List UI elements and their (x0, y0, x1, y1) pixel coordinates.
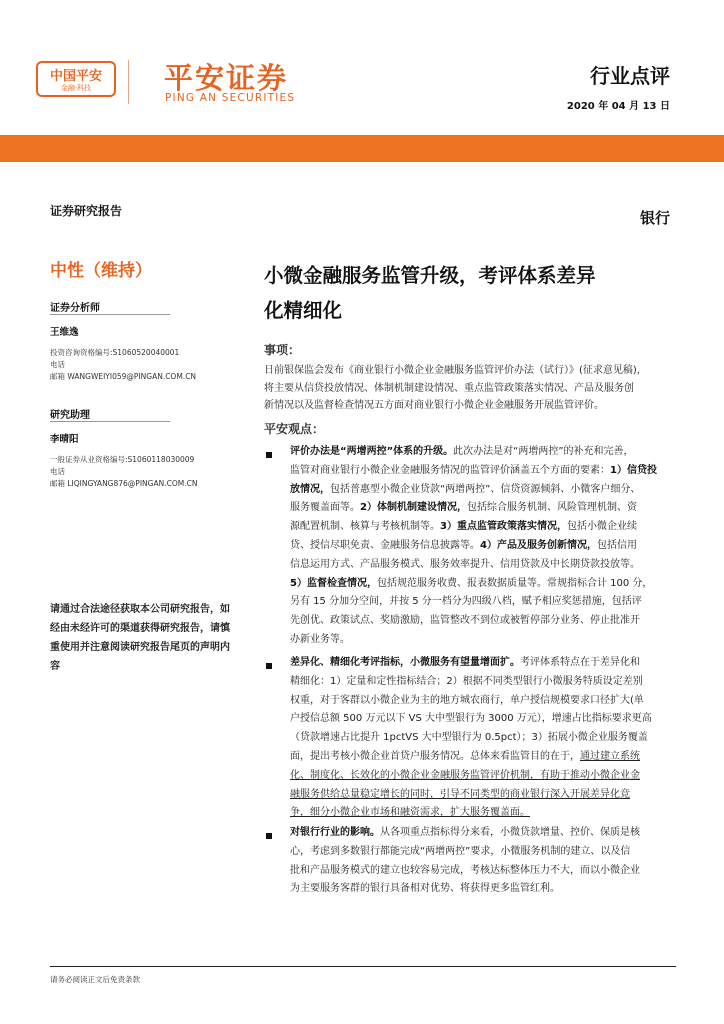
report-category: 证券研究报告 (50, 204, 123, 218)
text-line: 差异化、精细化考评指标，小微服务有望量增面扩。考评体系特点在于差异化和 (290, 657, 640, 668)
brand-name-en: PING AN SECURITIES (165, 92, 296, 104)
headline-line: 小微金融服务监管升级，考评体系差异 (264, 264, 596, 287)
analyst-cert: 投资咨询资格编号:S1060520040001 (50, 348, 180, 357)
bullet-point-3 (290, 824, 674, 899)
access-disclaimer: 请通过合法途径获取本公司研究报告，如经由未经许可的渠道获得研究报告，请慎重使用并注意阅读研究报告尾页的声明内容 (50, 604, 230, 672)
industry-label: 银行 (639, 209, 670, 227)
text-line: 源配置机制、核算与考核机制等。3）重点监管政策落实情况，包括小微企业续 (290, 521, 637, 533)
event-heading: 事项： (264, 343, 301, 357)
text-line: 信息运用方式、产品服务模式、服务效率提升、信用贷款及中长期贷款投放等。 (290, 558, 640, 570)
bullet-point-2 (290, 654, 674, 823)
text-line: 为主要服务客群的银行具备相对优势、将获得更多监管红利。 (290, 883, 560, 895)
report-date: 2020 年 04 月 13 日 (566, 101, 670, 112)
bullet-square-icon (266, 663, 272, 669)
analyst-name: 王维逸 (50, 327, 79, 338)
logo-cn: 中国平安 (49, 69, 102, 84)
report-type: 行业点评 (590, 64, 670, 88)
text-line: 贷、授信尽职免责、金融服务信息披露等。4）产品及服务创新情况，包括信用 (290, 539, 637, 551)
text-line: 日前银保监会发布《商业银行小微企业金融服务监管评价办法（试行）》(征求意见稿)， (264, 365, 647, 376)
text-line: 服务覆盖面等。2）体制机制建设情况，包括综合服务机制、风险管理机制、资 (290, 502, 637, 514)
text-line: 精细化：1）定量和定性指标结合；2）根据不同类型银行小微服务特质设定差别 (290, 675, 643, 687)
analyst-email[interactable]: 邮箱 WANGWEIYI059@PINGAN.COM.CN (50, 372, 197, 381)
text-line: 对银行行业的影响。从各项重点指标得分来看，小微贷款增量、控价、保质是核 (290, 827, 640, 838)
bullet-square-icon (266, 833, 272, 839)
text-line: 5）监督检查情况，包括规范服务收费、报表数据质量等。常规指标合计 100 分， (290, 577, 653, 589)
text-line: 户授信总额 500 万元以下 VS 大中型银行为 3000 万元），增速占比指标要求更高 (290, 713, 652, 725)
assistant-email[interactable]: 邮箱 LIQINGYANG876@PINGAN.COM.CN (50, 479, 198, 488)
event-paragraph (264, 362, 674, 415)
text-line: 放情况，包括普惠型小微企业贷款“两增两控”、信贷资源倾斜、小微客户细分、 (290, 483, 641, 495)
text-line: 新情况以及监督检查情况五方面对商业银行小微企业金融服务开展监管评价。 (264, 400, 604, 412)
analyst-phone: 电话 (50, 360, 65, 369)
text-line: （贷款增速占比提升 1pctVS 大中型银行为 0.5pct）；3）拓展小微企业服务覆盖 (290, 732, 648, 744)
assistant-phone: 电话 (50, 467, 65, 476)
header-band (0, 135, 724, 162)
headline (264, 258, 680, 328)
pingan-group-logo (36, 61, 116, 97)
headline-line: 化精细化 (264, 299, 343, 322)
divider (50, 421, 170, 422)
text-line: 另有 15 分加分空间，并按 5 分一档分为四级八档，赋予相应奖惩措施，包括评 (290, 596, 642, 608)
text-line: 先创优、政策试点、奖励激励，监管整改不到位或被暂停部分业务、停止批准开 (290, 615, 640, 627)
assistant-heading: 研究助理 (50, 410, 90, 421)
assistant-name: 李晴阳 (50, 434, 79, 445)
text-line: 融服务供给总量稳定增长的同时，引导不同类型的商业银行深入开展差异化竞 (290, 788, 630, 800)
bullet-square-icon (266, 452, 272, 458)
text-line: 心，考虑到多数银行都能完成“两增两控”要求，小微服务机制的建立、以及信 (290, 845, 631, 857)
analyst-heading: 证券分析师 (50, 303, 100, 314)
brand-name-cn: 平安证券 (164, 61, 289, 95)
text-line: 批和产品服务模式的建立也较容易完成，考核达标整体压力不大，而以小微企业 (290, 864, 640, 876)
rating: 中性（维持） (50, 261, 152, 281)
footer-divider (50, 966, 676, 967)
logo-tagline: 金融·科技 (60, 84, 92, 92)
text-line: 监管对商业银行小微企业金融服务情况的监管评价涵盖五个方面的要素：1）信贷投 (290, 464, 657, 476)
bullet-point-1 (290, 443, 674, 650)
view-heading: 平安观点： (264, 422, 325, 436)
text-line: 面，提出考核小微企业首贷户服务情况。总体来看监管目的在于，通过建立系统 (290, 750, 640, 762)
text-line: 评价办法是“两增两控”体系的升级。此次办法是对“两增两控”的补充和完善， (290, 446, 634, 457)
text-line: 争，细分小微企业市场和融资需求，扩大服务覆盖面。 (290, 807, 530, 819)
text-line: 将主要从信贷投放情况、体制机制建设情况、重点监管政策落实情况、产品及服务创 (264, 382, 634, 394)
footer-disclaimer: 请务必阅读正文后免责条款 (50, 975, 140, 984)
text-line: 化、制度化、长效化的小微企业金融服务监管评价机制，有助于推动小微企业金 (290, 769, 640, 781)
text-line: 权重，对于客群以小微企业为主的地方城农商行，单户授信规模要求口径扩大(单 (290, 694, 644, 706)
text-line: 办新业务等。 (290, 633, 350, 645)
assistant-cert: 一般证券从业资格编号:S1060118030009 (50, 455, 195, 464)
divider (50, 314, 170, 315)
logo-divider (128, 60, 129, 104)
